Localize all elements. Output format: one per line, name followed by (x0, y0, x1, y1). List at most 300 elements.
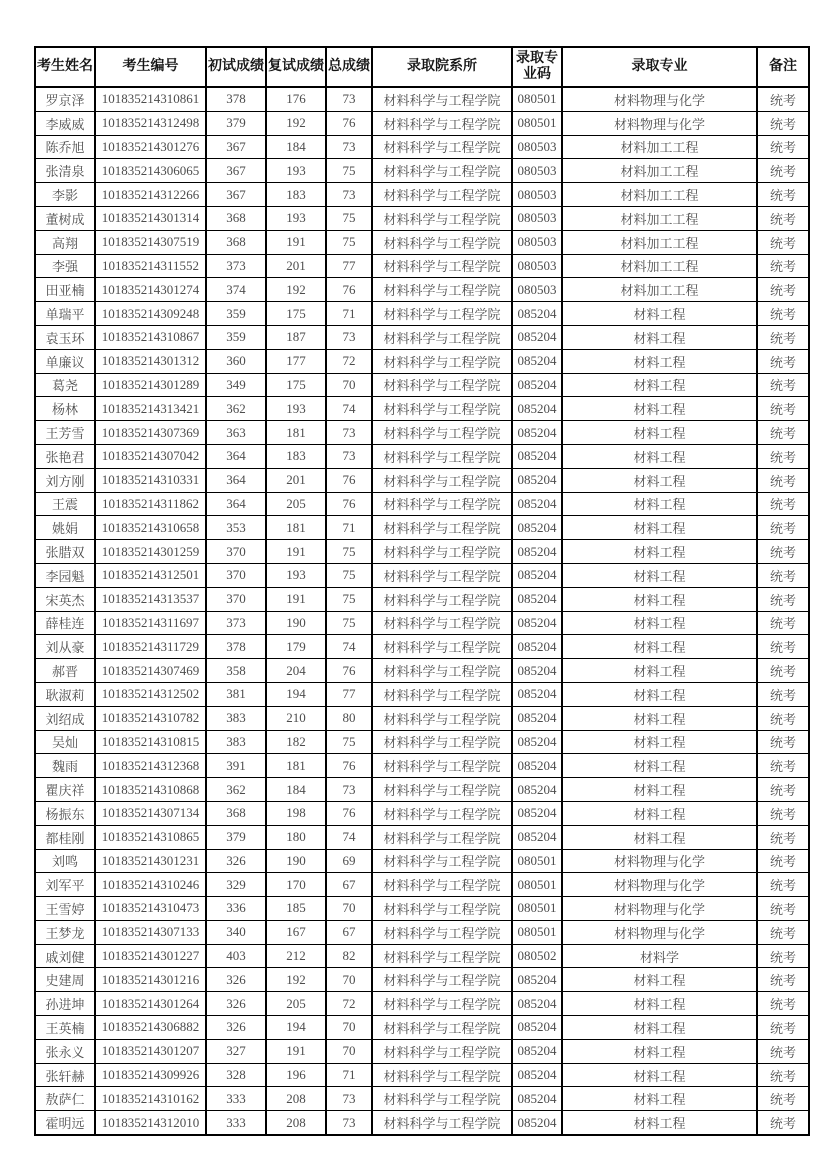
cell-name: 郝晋 (35, 659, 95, 683)
cell-id: 101835214301276 (95, 135, 206, 159)
table-row (35, 373, 809, 397)
cell-score2: 205 (266, 492, 326, 516)
cell-code: 085204 (512, 1016, 562, 1040)
cell-dept: 材料科学与工程学院 (372, 135, 512, 159)
table-row (35, 873, 809, 897)
cell-score2: 201 (266, 254, 326, 278)
cell-score1: 367 (206, 135, 266, 159)
cell-dept: 材料科学与工程学院 (372, 492, 512, 516)
cell-code: 080503 (512, 135, 562, 159)
table-row (35, 992, 809, 1016)
cell-score2: 194 (266, 1016, 326, 1040)
cell-total: 75 (326, 230, 372, 254)
table-row (35, 587, 809, 611)
cell-score1: 364 (206, 492, 266, 516)
cell-id: 101835214301289 (95, 373, 206, 397)
table-row (35, 206, 809, 230)
cell-score2: 201 (266, 468, 326, 492)
header-note: 备注 (757, 47, 809, 87)
table-row (35, 635, 809, 659)
cell-id: 101835214310867 (95, 325, 206, 349)
cell-dept: 材料科学与工程学院 (372, 944, 512, 968)
cell-note: 统考 (757, 349, 809, 373)
cell-id: 101835214307134 (95, 801, 206, 825)
cell-id: 101835214311729 (95, 635, 206, 659)
cell-score1: 364 (206, 444, 266, 468)
cell-name: 杨林 (35, 397, 95, 421)
cell-major: 材料工程 (562, 492, 757, 516)
cell-dept: 材料科学与工程学院 (372, 421, 512, 445)
table-row (35, 135, 809, 159)
cell-major: 材料工程 (562, 468, 757, 492)
header-initial-score: 初试成绩 (206, 47, 266, 87)
cell-score1: 370 (206, 540, 266, 564)
cell-name: 王雪婷 (35, 897, 95, 921)
cell-total: 75 (326, 540, 372, 564)
cell-name: 刘军平 (35, 873, 95, 897)
cell-major: 材料工程 (562, 754, 757, 778)
cell-name: 薛桂连 (35, 611, 95, 635)
cell-name: 张永义 (35, 1039, 95, 1063)
cell-total: 67 (326, 873, 372, 897)
header-candidate-name: 考生姓名 (35, 47, 95, 87)
cell-name: 李园魁 (35, 563, 95, 587)
cell-note: 统考 (757, 801, 809, 825)
cell-score1: 378 (206, 635, 266, 659)
cell-note: 统考 (757, 682, 809, 706)
cell-major: 材料工程 (562, 992, 757, 1016)
cell-note: 统考 (757, 944, 809, 968)
cell-note: 统考 (757, 254, 809, 278)
cell-dept: 材料科学与工程学院 (372, 516, 512, 540)
cell-code: 085204 (512, 825, 562, 849)
cell-name: 刘方刚 (35, 468, 95, 492)
cell-dept: 材料科学与工程学院 (372, 1063, 512, 1087)
cell-score1: 403 (206, 944, 266, 968)
cell-name: 刘从豪 (35, 635, 95, 659)
cell-total: 71 (326, 1063, 372, 1087)
cell-id: 101835214301312 (95, 349, 206, 373)
cell-major: 材料工程 (562, 587, 757, 611)
cell-total: 74 (326, 825, 372, 849)
cell-dept: 材料科学与工程学院 (372, 611, 512, 635)
cell-code: 080503 (512, 206, 562, 230)
cell-code: 085204 (512, 706, 562, 730)
cell-dept: 材料科学与工程学院 (372, 349, 512, 373)
cell-score2: 210 (266, 706, 326, 730)
table-row (35, 968, 809, 992)
cell-name: 张艳君 (35, 444, 95, 468)
cell-name: 李影 (35, 183, 95, 207)
cell-code: 085204 (512, 992, 562, 1016)
cell-total: 75 (326, 587, 372, 611)
cell-major: 材料加工工程 (562, 254, 757, 278)
cell-dept: 材料科学与工程学院 (372, 111, 512, 135)
cell-dept: 材料科学与工程学院 (372, 659, 512, 683)
cell-id: 101835214310162 (95, 1087, 206, 1111)
cell-score1: 391 (206, 754, 266, 778)
cell-major: 材料工程 (562, 349, 757, 373)
cell-total: 80 (326, 706, 372, 730)
cell-score1: 373 (206, 254, 266, 278)
cell-major: 材料工程 (562, 682, 757, 706)
table-header-row (35, 47, 809, 87)
cell-code: 085204 (512, 468, 562, 492)
cell-score2: 180 (266, 825, 326, 849)
cell-note: 统考 (757, 516, 809, 540)
cell-total: 77 (326, 682, 372, 706)
cell-code: 080501 (512, 920, 562, 944)
cell-score2: 183 (266, 183, 326, 207)
table-row (35, 897, 809, 921)
cell-major: 材料工程 (562, 730, 757, 754)
table-row (35, 492, 809, 516)
table-row (35, 1039, 809, 1063)
cell-score2: 177 (266, 349, 326, 373)
cell-name: 刘绍成 (35, 706, 95, 730)
cell-score1: 379 (206, 111, 266, 135)
cell-id: 101835214309926 (95, 1063, 206, 1087)
cell-note: 统考 (757, 563, 809, 587)
cell-total: 71 (326, 302, 372, 326)
cell-score1: 360 (206, 349, 266, 373)
cell-total: 73 (326, 183, 372, 207)
cell-name: 史建周 (35, 968, 95, 992)
cell-score1: 368 (206, 230, 266, 254)
cell-id: 101835214306065 (95, 159, 206, 183)
cell-dept: 材料科学与工程学院 (372, 183, 512, 207)
cell-id: 101835214301259 (95, 540, 206, 564)
cell-score2: 196 (266, 1063, 326, 1087)
cell-id: 101835214310865 (95, 825, 206, 849)
cell-score1: 328 (206, 1063, 266, 1087)
admission-table-body (35, 87, 809, 1135)
cell-total: 72 (326, 992, 372, 1016)
cell-code: 080503 (512, 159, 562, 183)
cell-score1: 327 (206, 1039, 266, 1063)
cell-dept: 材料科学与工程学院 (372, 540, 512, 564)
table-row (35, 801, 809, 825)
cell-code: 085204 (512, 516, 562, 540)
cell-dept: 材料科学与工程学院 (372, 754, 512, 778)
cell-id: 101835214310658 (95, 516, 206, 540)
cell-total: 73 (326, 421, 372, 445)
cell-total: 73 (326, 135, 372, 159)
cell-score1: 379 (206, 825, 266, 849)
cell-code: 085204 (512, 682, 562, 706)
cell-total: 70 (326, 1039, 372, 1063)
cell-major: 材料工程 (562, 563, 757, 587)
cell-note: 统考 (757, 968, 809, 992)
cell-name: 王震 (35, 492, 95, 516)
cell-total: 70 (326, 373, 372, 397)
cell-total: 76 (326, 468, 372, 492)
cell-code: 080501 (512, 849, 562, 873)
cell-score2: 191 (266, 540, 326, 564)
cell-note: 统考 (757, 87, 809, 111)
cell-dept: 材料科学与工程学院 (372, 968, 512, 992)
table-row (35, 183, 809, 207)
cell-note: 统考 (757, 397, 809, 421)
cell-score1: 359 (206, 302, 266, 326)
cell-score2: 194 (266, 682, 326, 706)
cell-name: 戚刘健 (35, 944, 95, 968)
cell-score2: 190 (266, 849, 326, 873)
cell-score1: 349 (206, 373, 266, 397)
cell-code: 080501 (512, 111, 562, 135)
cell-score1: 340 (206, 920, 266, 944)
cell-major: 材料加工工程 (562, 135, 757, 159)
cell-id: 101835214301274 (95, 278, 206, 302)
cell-name: 刘鸣 (35, 849, 95, 873)
cell-code: 085204 (512, 492, 562, 516)
cell-note: 统考 (757, 278, 809, 302)
cell-score1: 381 (206, 682, 266, 706)
cell-score2: 192 (266, 111, 326, 135)
cell-dept: 材料科学与工程学院 (372, 1016, 512, 1040)
cell-score2: 212 (266, 944, 326, 968)
cell-major: 材料物理与化学 (562, 897, 757, 921)
cell-code: 085204 (512, 373, 562, 397)
cell-major: 材料工程 (562, 1087, 757, 1111)
cell-score2: 179 (266, 635, 326, 659)
cell-major: 材料工程 (562, 778, 757, 802)
cell-id: 101835214313421 (95, 397, 206, 421)
cell-total: 75 (326, 206, 372, 230)
cell-id: 101835214310782 (95, 706, 206, 730)
cell-total: 70 (326, 1016, 372, 1040)
cell-code: 085204 (512, 563, 562, 587)
cell-score1: 362 (206, 778, 266, 802)
header-total-score: 总成绩 (326, 47, 372, 87)
cell-score1: 353 (206, 516, 266, 540)
cell-score1: 367 (206, 159, 266, 183)
cell-id: 101835214312498 (95, 111, 206, 135)
cell-score1: 326 (206, 1016, 266, 1040)
cell-id: 101835214310246 (95, 873, 206, 897)
cell-score1: 383 (206, 730, 266, 754)
cell-score1: 368 (206, 206, 266, 230)
cell-name: 张轩赫 (35, 1063, 95, 1087)
cell-score2: 198 (266, 801, 326, 825)
cell-major: 材料工程 (562, 659, 757, 683)
cell-note: 统考 (757, 730, 809, 754)
cell-note: 统考 (757, 1039, 809, 1063)
cell-name: 杨振东 (35, 801, 95, 825)
cell-code: 085204 (512, 1111, 562, 1135)
cell-note: 统考 (757, 444, 809, 468)
cell-total: 73 (326, 1111, 372, 1135)
cell-major: 材料工程 (562, 373, 757, 397)
cell-code: 080501 (512, 873, 562, 897)
cell-id: 101835214307469 (95, 659, 206, 683)
table-row (35, 611, 809, 635)
cell-total: 75 (326, 611, 372, 635)
cell-total: 74 (326, 397, 372, 421)
cell-score2: 184 (266, 778, 326, 802)
table-row (35, 111, 809, 135)
cell-dept: 材料科学与工程学院 (372, 87, 512, 111)
header-retest-score: 复试成绩 (266, 47, 326, 87)
table-row (35, 302, 809, 326)
cell-name: 瞿庆祥 (35, 778, 95, 802)
cell-score2: 175 (266, 302, 326, 326)
cell-dept: 材料科学与工程学院 (372, 397, 512, 421)
cell-dept: 材料科学与工程学院 (372, 778, 512, 802)
cell-major: 材料工程 (562, 1111, 757, 1135)
cell-score1: 329 (206, 873, 266, 897)
cell-major: 材料工程 (562, 825, 757, 849)
cell-score1: 383 (206, 706, 266, 730)
cell-code: 085204 (512, 587, 562, 611)
cell-dept: 材料科学与工程学院 (372, 468, 512, 492)
cell-dept: 材料科学与工程学院 (372, 278, 512, 302)
cell-code: 085204 (512, 635, 562, 659)
cell-score2: 191 (266, 1039, 326, 1063)
cell-major: 材料工程 (562, 444, 757, 468)
cell-total: 70 (326, 897, 372, 921)
cell-note: 统考 (757, 849, 809, 873)
cell-name: 敖萨仁 (35, 1087, 95, 1111)
cell-id: 101835214312010 (95, 1111, 206, 1135)
cell-major: 材料工程 (562, 1016, 757, 1040)
table-row (35, 849, 809, 873)
cell-name: 吴灿 (35, 730, 95, 754)
cell-score1: 367 (206, 183, 266, 207)
cell-name: 都桂刚 (35, 825, 95, 849)
table-row (35, 254, 809, 278)
cell-code: 085204 (512, 421, 562, 445)
cell-name: 孙进坤 (35, 992, 95, 1016)
cell-score1: 333 (206, 1111, 266, 1135)
cell-score2: 191 (266, 230, 326, 254)
cell-id: 101835214307042 (95, 444, 206, 468)
cell-id: 101835214313537 (95, 587, 206, 611)
cell-code: 085204 (512, 325, 562, 349)
cell-dept: 材料科学与工程学院 (372, 302, 512, 326)
cell-name: 高翔 (35, 230, 95, 254)
cell-total: 82 (326, 944, 372, 968)
cell-score1: 362 (206, 397, 266, 421)
cell-dept: 材料科学与工程学院 (372, 587, 512, 611)
cell-note: 统考 (757, 468, 809, 492)
cell-note: 统考 (757, 183, 809, 207)
table-row (35, 1111, 809, 1135)
cell-total: 76 (326, 111, 372, 135)
header-candidate-id: 考生编号 (95, 47, 206, 87)
cell-code: 085204 (512, 754, 562, 778)
cell-code: 085204 (512, 778, 562, 802)
cell-note: 统考 (757, 206, 809, 230)
cell-dept: 材料科学与工程学院 (372, 444, 512, 468)
cell-score2: 193 (266, 159, 326, 183)
cell-name: 张腊双 (35, 540, 95, 564)
cell-id: 101835214307369 (95, 421, 206, 445)
cell-score1: 358 (206, 659, 266, 683)
cell-major: 材料工程 (562, 302, 757, 326)
cell-total: 74 (326, 635, 372, 659)
table-row (35, 540, 809, 564)
table-row (35, 1087, 809, 1111)
cell-id: 101835214311552 (95, 254, 206, 278)
cell-code: 085204 (512, 444, 562, 468)
cell-dept: 材料科学与工程学院 (372, 1087, 512, 1111)
cell-name: 董树成 (35, 206, 95, 230)
cell-score2: 167 (266, 920, 326, 944)
cell-score2: 193 (266, 206, 326, 230)
cell-score1: 326 (206, 968, 266, 992)
cell-total: 71 (326, 516, 372, 540)
cell-major: 材料工程 (562, 968, 757, 992)
cell-note: 统考 (757, 1063, 809, 1087)
cell-major: 材料物理与化学 (562, 87, 757, 111)
cell-note: 统考 (757, 111, 809, 135)
cell-score1: 363 (206, 421, 266, 445)
cell-note: 统考 (757, 302, 809, 326)
cell-dept: 材料科学与工程学院 (372, 635, 512, 659)
cell-dept: 材料科学与工程学院 (372, 992, 512, 1016)
cell-name: 宋英杰 (35, 587, 95, 611)
cell-dept: 材料科学与工程学院 (372, 254, 512, 278)
cell-code: 085204 (512, 1063, 562, 1087)
table-row (35, 397, 809, 421)
cell-code: 085204 (512, 730, 562, 754)
cell-dept: 材料科学与工程学院 (372, 825, 512, 849)
cell-id: 101835214312502 (95, 682, 206, 706)
cell-name: 耿淑莉 (35, 682, 95, 706)
cell-dept: 材料科学与工程学院 (372, 206, 512, 230)
cell-total: 77 (326, 254, 372, 278)
cell-id: 101835214312266 (95, 183, 206, 207)
cell-major: 材料学 (562, 944, 757, 968)
cell-note: 统考 (757, 706, 809, 730)
cell-note: 统考 (757, 873, 809, 897)
cell-code: 080503 (512, 278, 562, 302)
cell-note: 统考 (757, 992, 809, 1016)
cell-id: 101835214311862 (95, 492, 206, 516)
cell-note: 统考 (757, 159, 809, 183)
cell-score2: 191 (266, 587, 326, 611)
cell-name: 罗京泽 (35, 87, 95, 111)
cell-total: 76 (326, 659, 372, 683)
cell-note: 统考 (757, 230, 809, 254)
cell-note: 统考 (757, 659, 809, 683)
cell-id: 101835214307133 (95, 920, 206, 944)
cell-note: 统考 (757, 825, 809, 849)
cell-note: 统考 (757, 492, 809, 516)
cell-id: 101835214301216 (95, 968, 206, 992)
cell-name: 李威威 (35, 111, 95, 135)
table-row (35, 421, 809, 445)
table-row (35, 825, 809, 849)
table-row (35, 659, 809, 683)
cell-id: 101835214301314 (95, 206, 206, 230)
cell-total: 75 (326, 563, 372, 587)
cell-score2: 192 (266, 968, 326, 992)
cell-major: 材料工程 (562, 1039, 757, 1063)
cell-note: 统考 (757, 897, 809, 921)
table-row (35, 444, 809, 468)
admission-results-table (34, 46, 810, 1136)
cell-major: 材料工程 (562, 801, 757, 825)
cell-total: 69 (326, 849, 372, 873)
table-row (35, 87, 809, 111)
cell-note: 统考 (757, 373, 809, 397)
cell-dept: 材料科学与工程学院 (372, 325, 512, 349)
cell-major: 材料工程 (562, 516, 757, 540)
cell-name: 霍明远 (35, 1111, 95, 1135)
cell-name: 魏雨 (35, 754, 95, 778)
